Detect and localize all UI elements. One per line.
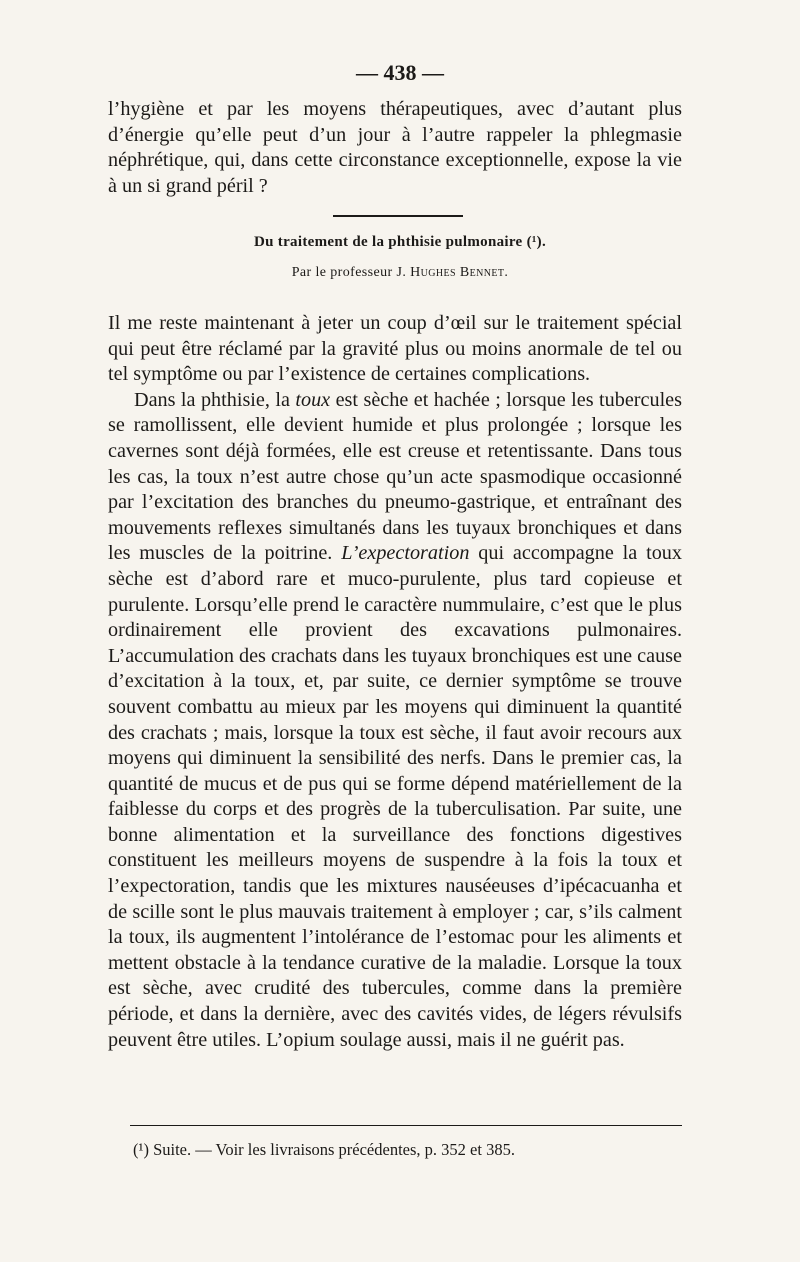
- paragraph-intro: Il me reste maintenant à jeter un coup d’œil sur le traitement spécial qui peut être réclamé par la gravité plus ou moins anormale de tel ou tel symptôme ou par l’existence de certaines complications.: [108, 312, 682, 386]
- page-number: — 438 —: [356, 60, 444, 85]
- article-title: [0, 234, 800, 251]
- footnote: [133, 1140, 515, 1160]
- term-expectoration: L’expectoration: [341, 542, 470, 565]
- title-divider: [333, 215, 463, 217]
- footnote-text: Suite. — Voir les livraisons précédentes, p. 352 et 385.: [148, 1140, 515, 1159]
- title-footnote-marker: (¹).: [526, 234, 546, 250]
- text-run: qui accompagne la toux sèche est d’abord rare et muco-purulente, plus tard copieuse et purulente. Lorsqu’elle prend le caractère nummulaire, c’est que le plus ordinairement elle provient des excavations pulmonaires. L’accumulation des crachats dans les tuyaux bronchiques est une cause d’excitation à la toux, et, par suite, ce dernier symptôme se trouve souvent combattu au mieux par les moyens qui diminuent la quantité des crachats ; mais, lorsque la toux est sèche, il faut avoir recours aux moyens qui diminuent la sensibilité des nerfs. Dans le premier cas, la quantité de mucus et de pus qui se forme dépend matériellement de la faiblesse du corps et des progrès de la tuberculisation. Par suite, une bonne alimentation et la surveillance des fonctions digestives constituent les meilleurs moyens de suspendre à la fois la toux et l’expectoration, tandis que les mixtures nauséeuses d’ipécacuanha et de scille sont le plus mauvais traitement à employer ; car, s’ils calment la toux, ils augmentent l’intolérance de l’estomac pour les aliments et mettent obstacle à la tendance curative de la maladie. Lorsque la toux est sèche, avec crudité des tubercules, comme dans la première période, et dans la dernière, avec des cavités vides, de légers révulsifs peuvent être utiles. L’opium soulage aussi, mais il ne guérit pas.: [108, 542, 682, 1051]
- footnote-divider: [130, 1125, 682, 1126]
- paragraph-cough: [108, 388, 682, 1053]
- article-author: [0, 265, 800, 281]
- article-body: [108, 311, 682, 1053]
- article-title-text: Du traitement de la phthisie pulmonaire: [253, 234, 523, 250]
- continuation-paragraph: l’hygiène et par les moyens thérapeutiques, avec d’autant plus d’énergie qu’elle peut d’un jour à l’autre rappeler la phlegmasie néphrétique, qui, dans cette circonstance exceptionnelle, expose la vie à un si grand péril ?: [108, 98, 682, 197]
- text-run: Dans la phthisie, la: [134, 388, 296, 411]
- author-prefix: Par le professeur J.: [291, 265, 407, 280]
- term-toux: toux: [295, 388, 331, 411]
- text-run: est sèche et hachée ; lorsque les tubercules se ramollissent, elle devient humide et plus prolongée ; lorsque les cavernes sont déjà formées, elle est creuse et retentissante. Dans tous les cas, la toux n’est autre chose qu’un acte spasmodique occasionné par l’excitation des branches du pneumo-gastrique, et entraînant des mouvements reflexes simultanés dans les tuyaux bronchiques et dans les muscles de la poitrine.: [108, 388, 682, 565]
- footnote-marker: (¹): [133, 1140, 149, 1159]
- author-name: Hughes Bennet.: [410, 265, 509, 280]
